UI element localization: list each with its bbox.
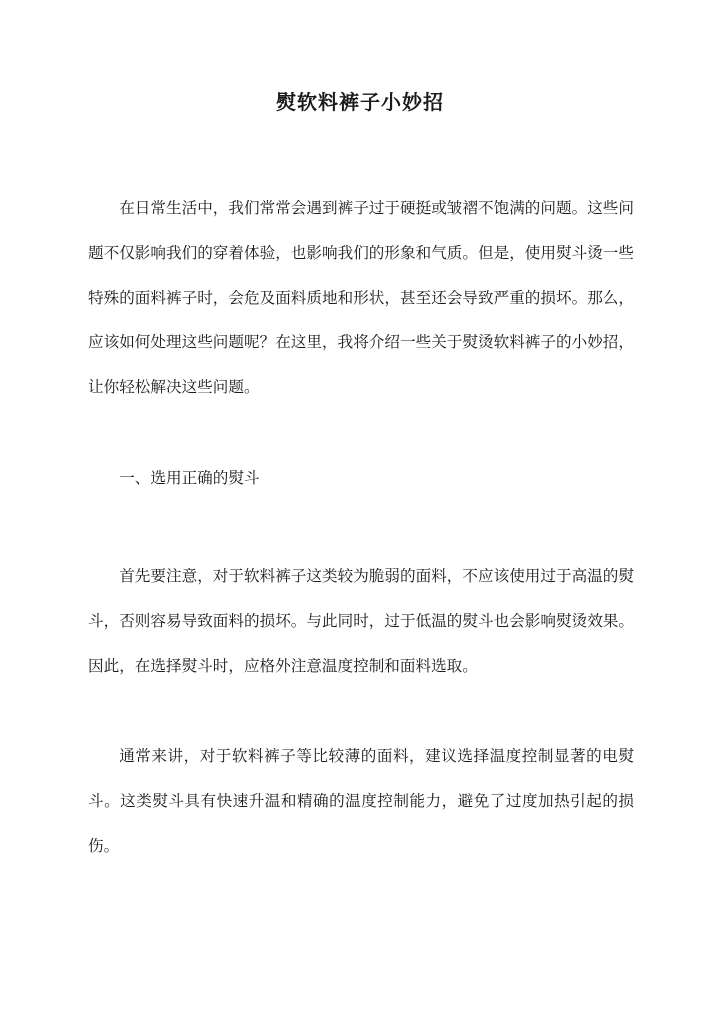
- intro-paragraph: 在日常生活中，我们常常会遇到裤子过于硬挺或皱褶不饱满的问题。这些问题不仅影响我们的穿着体验，也影响我们的形象和气质。但是，使用熨斗烫一些特殊的面料裤子时，会危及面料质地和形状，甚至还会导致严重的损坏。那么，应该如何处理这些问题呢？在这里，我将介绍一些关于熨烫软料裤子的小妙招，让你轻松解决这些问题。: [88, 199, 634, 397]
- body-paragraph-3: 通常来讲，对于软料裤子等比较薄的面料，建议选择温度控制显著的电熨斗。这类熨斗具有快速升温和精确的温度控制能力，避免了过度加热引起的损伤。: [88, 747, 634, 855]
- body-paragraph-2: 首先要注意，对于软料裤子这类较为脆弱的面料，不应该使用过于高温的熨斗，否则容易导致面料的损坏。与此同时，过于低温的熨斗也会影响熨烫效果。因此，在选择熨斗时，应格外注意温度控制和面料选取。: [88, 567, 634, 675]
- section-heading-1: 一、选用正确的熨斗: [119, 469, 260, 487]
- document-title: 熨软料裤子小妙招: [276, 90, 444, 114]
